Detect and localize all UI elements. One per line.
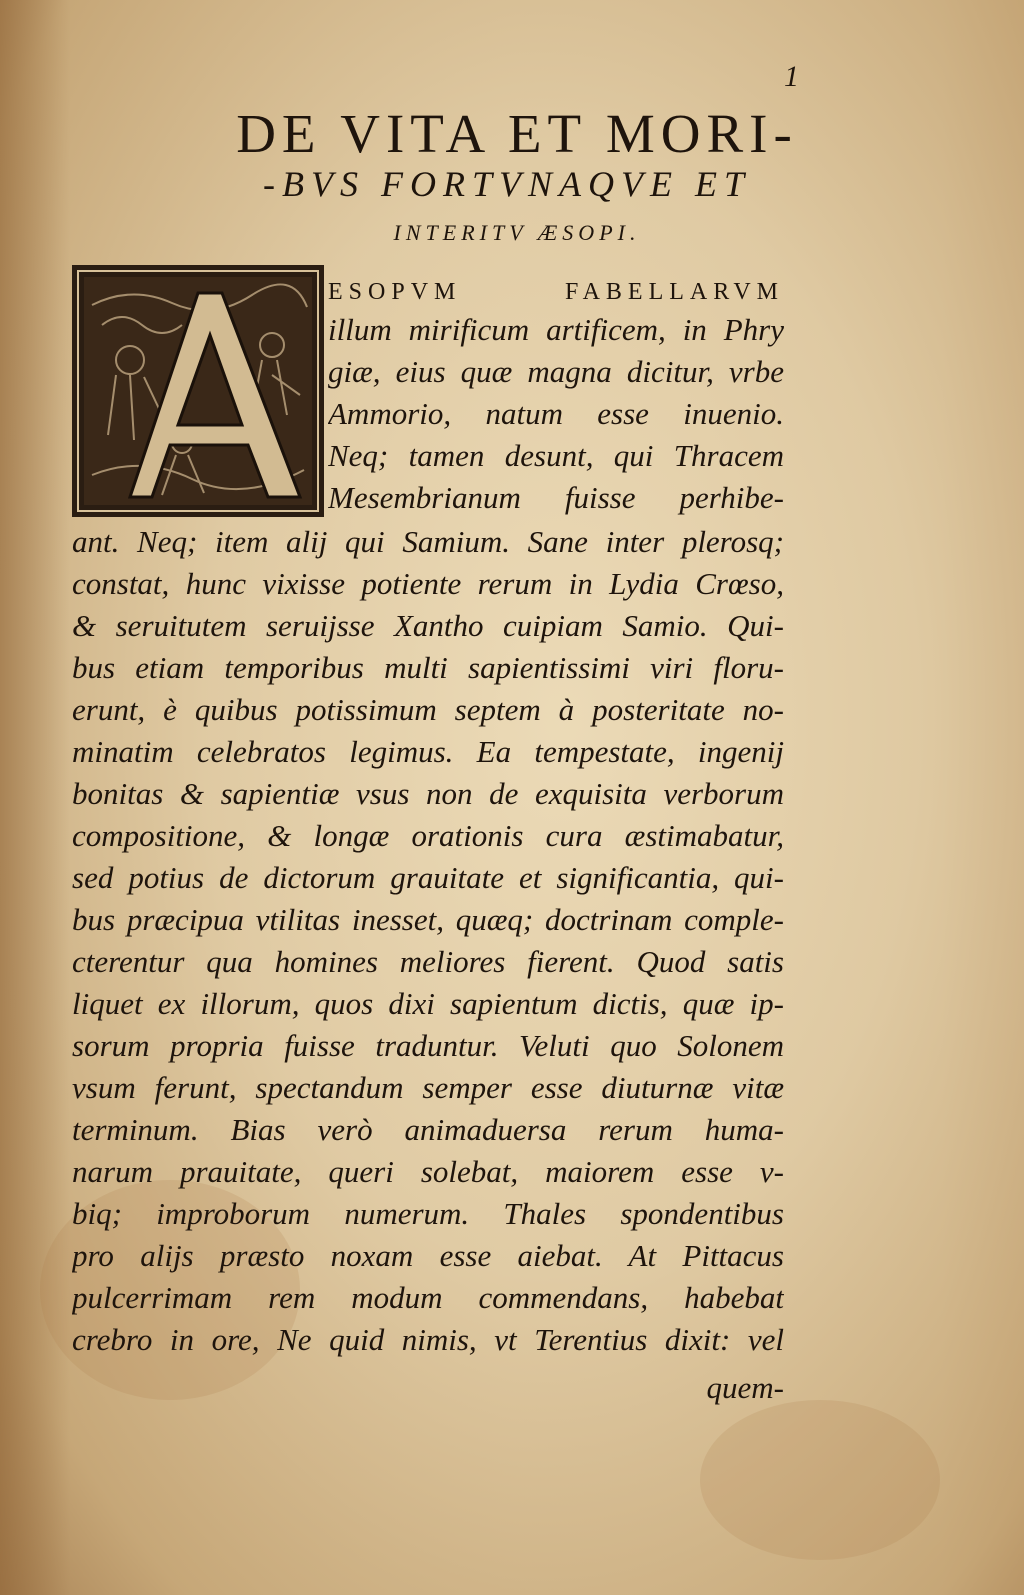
page-number: 1	[784, 60, 799, 93]
text-line: sorum propria fuisse traduntur. Veluti quo Solonem	[72, 1028, 784, 1063]
text-line: pro alijs præsto noxam esse aiebat. At Pittacus	[72, 1238, 784, 1273]
title-line-2: -BVS FORTVNAQVE ET	[263, 164, 751, 204]
text-line: compositione, & longæ orationis cura æstimabatur,	[72, 818, 784, 853]
text-line: erunt, è quibus potissimum septem à posteritate no-	[72, 692, 784, 727]
text-line: constat, hunc vixisse potiente rerum in Lydia Crœso,	[72, 566, 784, 601]
text-line: cterentur qua homines meliores fierent. Quod satis	[72, 944, 784, 979]
text-line: Ammorio, natum esse inuenio.	[328, 396, 784, 431]
text-line: liquet ex illorum, quos dixi sapientum dictis, quæ ip-	[72, 986, 784, 1021]
title-line-1: DE VITA ET MORI-	[236, 103, 798, 164]
text-line: terminum. Bias verò animaduersa rerum huma-	[72, 1112, 784, 1147]
text-line: bus etiam temporibus multi sapientissimi viri floru-	[72, 650, 784, 685]
text-line: bonitas & sapientiæ vsus non de exquisita verborum	[72, 776, 784, 811]
text-line: bus præcipua vtilitas inesset, quæq; doctrinam comple-	[72, 902, 784, 937]
text-line: ant. Neq; item alij qui Samium. Sane inter plerosq;	[72, 524, 784, 559]
text-line: ESOPVM FABELLARVM	[328, 279, 784, 305]
text-line: pulcerrimam rem modum commendans, habebat	[72, 1280, 784, 1315]
text-line: Neq; tamen desunt, qui Thracem	[328, 438, 784, 473]
title-line-3: INTERITV ÆSOPI.	[393, 220, 641, 245]
text-line: minatim celebratos legimus. Ea tempestate, ingenij	[72, 734, 784, 769]
text-line: giæ, eius quæ magna dicitur, vrbe	[328, 354, 784, 389]
text-line: & seruitutem seruijsse Xantho cuipiam Samio. Qui-	[72, 608, 784, 643]
text-line: crebro in ore, Ne quid nimis, vt Terentius dixit: vel	[72, 1322, 784, 1357]
text-line: biq; improborum numerum. Thales spondentibus	[72, 1196, 784, 1231]
text-line: Mesembrianum fuisse perhibe-	[328, 480, 784, 515]
catchword: quem-	[706, 1370, 784, 1405]
text-line: narum prauitate, queri solebat, maiorem esse v-	[72, 1154, 784, 1189]
text-line: vsum ferunt, spectandum semper esse diuturnæ vitæ	[72, 1070, 784, 1105]
text-line: sed potius de dictorum grauitate et significantia, qui-	[72, 860, 784, 895]
text-line: illum mirificum artificem, in Phry	[328, 312, 784, 347]
